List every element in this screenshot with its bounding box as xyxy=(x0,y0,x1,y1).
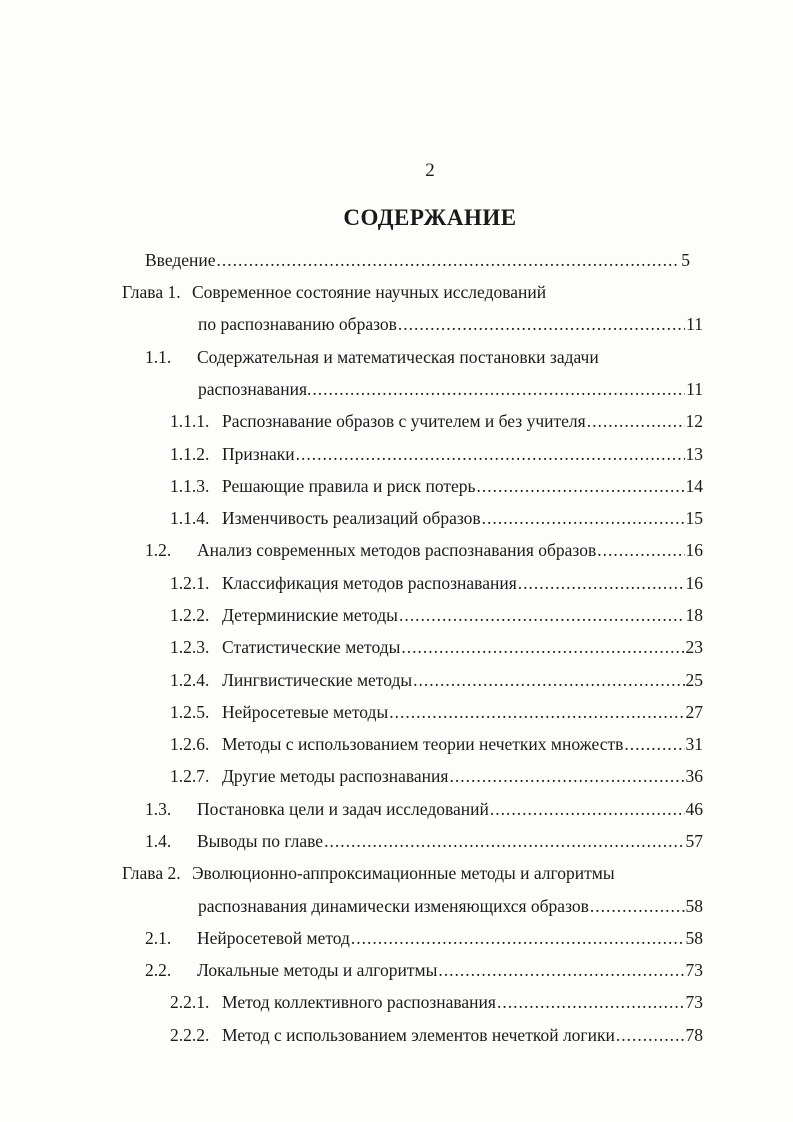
toc-entry-number: 1.1.4. xyxy=(170,508,210,528)
toc-entry xyxy=(170,571,703,595)
toc-entry-number: 1.1. xyxy=(145,347,172,367)
toc-entry-text: Метод коллективного распознавания xyxy=(222,992,496,1012)
toc-entry-page: 73 xyxy=(685,992,703,1012)
toc-dot-leader xyxy=(597,538,684,562)
toc-entry-page: 18 xyxy=(685,605,703,625)
toc-dot-leader xyxy=(312,377,685,401)
toc-entry xyxy=(170,990,703,1014)
toc-dot-leader xyxy=(518,571,685,595)
toc-dot-leader xyxy=(616,1023,685,1047)
toc-entry-text: Статистические методы xyxy=(222,637,401,657)
toc-entry xyxy=(170,700,703,724)
toc-entry xyxy=(170,668,703,692)
toc-dot-leader xyxy=(389,700,684,724)
toc-entry-number: Глава 2. xyxy=(122,863,181,883)
toc-entry-text: Лингвистические методы xyxy=(222,670,413,690)
toc-entry-number: 1.1.3. xyxy=(170,476,210,496)
toc-entry-text: Нейросетевой метод xyxy=(197,928,350,948)
toc-entry-text: Детерминиские методы xyxy=(222,605,398,625)
toc-dot-leader xyxy=(482,506,685,530)
toc-entry-text: Выводы по главе xyxy=(197,831,324,851)
toc-entry-page: 36 xyxy=(685,766,703,786)
toc-entry xyxy=(170,732,703,756)
toc-entry-page: 5 xyxy=(681,250,690,270)
toc-entry xyxy=(145,538,703,562)
toc-dot-leader xyxy=(590,894,685,918)
toc-entry-text: Анализ современных методов распознавания образов xyxy=(197,540,597,560)
toc-entry-number: 1.2.3. xyxy=(170,637,210,657)
toc-dot-leader xyxy=(217,248,681,272)
toc-entry-page: 25 xyxy=(685,670,703,690)
toc-dot-leader xyxy=(413,668,684,692)
toc-entry-page: 31 xyxy=(685,734,703,754)
toc-entry-text: распознавания динамически изменяющихся образов xyxy=(198,896,589,916)
toc-entry xyxy=(170,764,703,788)
toc-dot-leader xyxy=(438,958,684,982)
toc-entry-page: 15 xyxy=(685,508,703,528)
toc-entry-text: Эволюционно-аппроксимационные методы и алгоритмы xyxy=(192,863,615,883)
toc-entry-text: Решающие правила и риск потерь xyxy=(222,476,476,496)
toc-entry-page: 14 xyxy=(685,476,703,496)
toc-entry xyxy=(170,506,703,530)
toc-entry-page: 12 xyxy=(685,411,703,431)
toc-dot-leader xyxy=(624,732,684,756)
toc-dot-leader xyxy=(497,990,685,1014)
toc-entry-page: 11 xyxy=(686,314,703,334)
toc-entry-number: 1.2.5. xyxy=(170,702,210,722)
toc-entry-page: 58 xyxy=(685,928,703,948)
toc-entry-number: Глава 1. xyxy=(122,282,181,302)
toc-entry-number: 2.2. xyxy=(145,960,172,980)
toc-dot-leader xyxy=(477,474,685,498)
toc-entry-number: 1.1.1. xyxy=(170,411,210,431)
toc-dot-leader xyxy=(399,603,685,627)
toc-entry-text: Метод с использованием элементов нечеткой логики xyxy=(222,1025,615,1045)
toc-entry-text: Введение xyxy=(145,250,216,270)
toc-entry-page: 16 xyxy=(685,573,703,593)
toc-entry-page: 73 xyxy=(685,960,703,980)
toc-entry-page: 46 xyxy=(685,799,703,819)
toc-entry xyxy=(170,635,703,659)
toc-entry-number: 1.2.1. xyxy=(170,573,210,593)
toc-entry xyxy=(145,926,703,950)
toc-entry xyxy=(122,280,690,304)
toc-entry xyxy=(145,958,703,982)
toc-entry-text: Методы с использованием теории нечетких множеств xyxy=(222,734,624,754)
toc-entry-text: Распознавание образов с учителем и без учителя xyxy=(222,411,586,431)
toc-entry-number: 2.2.1. xyxy=(170,992,210,1012)
toc-entry-text: Классификация методов распознавания xyxy=(222,573,517,593)
toc-entry-number: 1.2. xyxy=(145,540,172,560)
toc-title: СОДЕРЖАНИЕ xyxy=(343,205,517,230)
toc-entry xyxy=(170,603,703,627)
toc-entry-number: 1.4. xyxy=(145,831,172,851)
toc-entry-text: распознавания. xyxy=(198,379,312,399)
toc-entry xyxy=(198,312,703,336)
toc-entry-page: 58 xyxy=(685,896,703,916)
toc-entry-number: 1.2.4. xyxy=(170,670,210,690)
toc-dot-leader xyxy=(401,635,684,659)
toc-dot-leader xyxy=(449,764,684,788)
toc-entry xyxy=(198,894,703,918)
toc-entry-page: 16 xyxy=(685,540,703,560)
toc-entry xyxy=(198,377,703,401)
toc-entry-page: 11 xyxy=(686,379,703,399)
toc-entry xyxy=(145,345,690,369)
toc-entry xyxy=(145,797,703,821)
toc-entry-page: 78 xyxy=(685,1025,703,1045)
toc-entry xyxy=(170,1023,703,1047)
toc-entry-page: 13 xyxy=(685,444,703,464)
toc-entry-page: 57 xyxy=(685,831,703,851)
toc-entry-page: 27 xyxy=(685,702,703,722)
toc-dot-leader xyxy=(490,797,685,821)
toc-entry-number: 1.2.2. xyxy=(170,605,210,625)
toc-dot-leader xyxy=(296,442,685,466)
toc-entry-text: Изменчивость реализаций образов xyxy=(222,508,481,528)
toc-entry-number: 1.1.2. xyxy=(170,444,210,464)
toc-entry xyxy=(122,861,690,885)
toc-entry-text: Постановка цели и задач исследований xyxy=(197,799,489,819)
toc-entry xyxy=(145,248,690,272)
toc-entry-text: Признаки xyxy=(222,444,295,464)
toc-entry-text: Локальные методы и алгоритмы xyxy=(197,960,438,980)
page-number: 2 xyxy=(425,160,435,181)
toc-dot-leader xyxy=(324,829,684,853)
toc-entry-text: Другие методы распознавания xyxy=(222,766,449,786)
toc-entry xyxy=(170,474,703,498)
toc-entry-number: 1.2.6. xyxy=(170,734,210,754)
toc-entry-number: 1.3. xyxy=(145,799,172,819)
toc-entry-number: 2.1. xyxy=(145,928,172,948)
toc-entry-text: Содержательная и математическая постановки задачи xyxy=(197,347,599,367)
toc-entry-number: 1.2.7. xyxy=(170,766,210,786)
toc-entry-text: Современное состояние научных исследований xyxy=(192,282,547,302)
toc-dot-leader xyxy=(398,312,685,336)
toc-entry-number: 2.2.2. xyxy=(170,1025,210,1045)
toc-dot-leader xyxy=(351,926,685,950)
toc-entry xyxy=(170,409,703,433)
toc-entry-text: Нейросетевые методы xyxy=(222,702,389,722)
toc-entry xyxy=(170,442,703,466)
toc-entry-page: 23 xyxy=(685,637,703,657)
toc-entry xyxy=(145,829,703,853)
toc-entry-text: по распознаванию образов xyxy=(198,314,397,334)
toc-dot-leader xyxy=(587,409,685,433)
